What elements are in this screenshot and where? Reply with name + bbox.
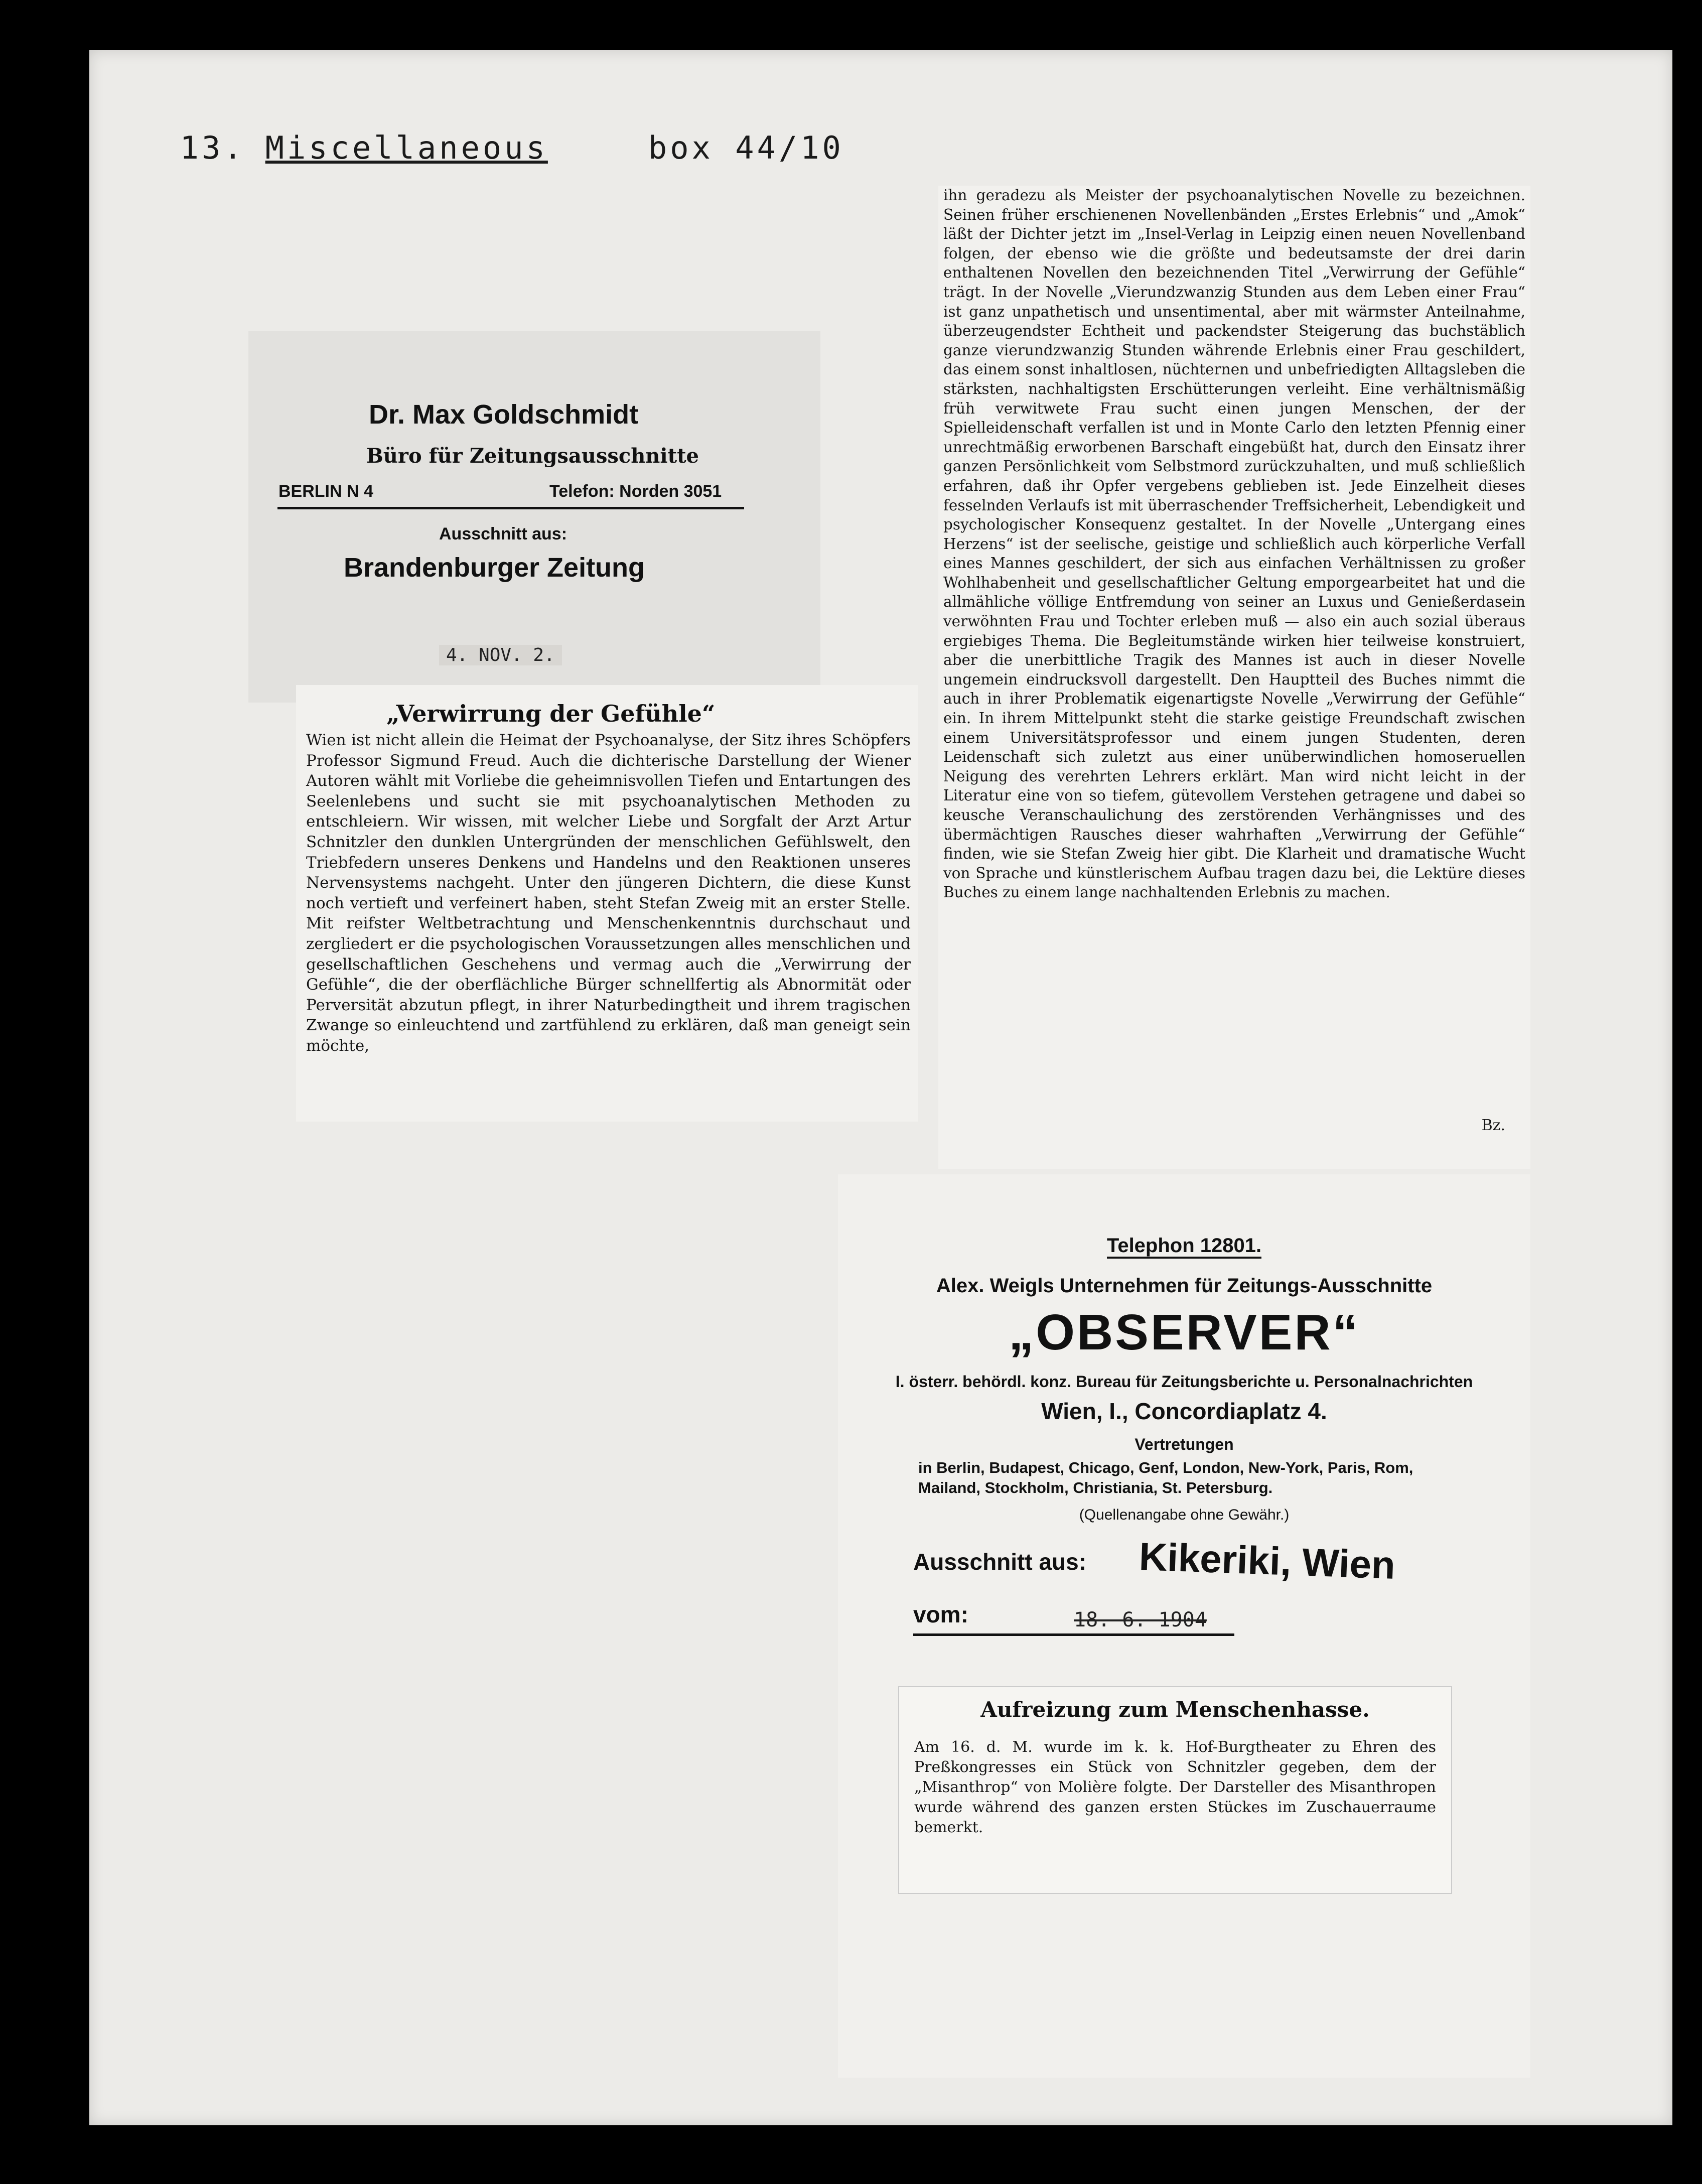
goldschmidt-label xyxy=(248,331,820,703)
article-title: „Verwirrung der Gefühle“ xyxy=(386,700,716,727)
header-number: 13. xyxy=(180,129,245,166)
date-stamp: 4. NOV. 2. xyxy=(439,645,562,665)
observer-representations: Vertretungen xyxy=(1134,1435,1234,1453)
divider xyxy=(277,507,744,509)
observer-date-line xyxy=(913,1633,1234,1636)
article-signature: Bz. xyxy=(1481,1117,1505,1134)
observer-agency: Alex. Weigls Unternehmen für Zeitungs-Ausschnitte xyxy=(936,1275,1433,1297)
observer-address: Wien, I., Concordiaplatz 4. xyxy=(1041,1398,1327,1424)
article-left-text: Wien ist nicht allein die Heimat der Psychoanalyse, der Sitz ihres Schöpfers Professor Sigmund Freud. Auch die dichterische Darstellung der Wiener Autoren wählt mit Vorliebe die geheimnisvollen Tiefen und Entartungen des Seelenlebens und sucht sie mit psychoanalytischen Methoden zu entschleiern. Wir wissen, mit welcher Liebe und Sorgfalt der Arzt Artur Schnitzler den dunklen Untergründen der menschlichen Gefühlswelt, den Triebfedern unseres Denkens und Handelns und den Reaktionen unseres Nervensystems nachgeht. Unter den jüngeren Dichtern, die diese Kunst noch vertieft und verfeinert haben, steht Stefan Zweig mit an erster Stelle. Mit reifster Weltbetrachtung und Menschenkenntnis durchschaut und zergliedert er die psychologischen Voraussetzungen alles menschlichen und gesellschaftlichen Geschehens und vermag auch die „Verwirrung der Gefühle“, die der oberflächliche Bürger schnellfertig als Abnormität oder Perversität abzutun pflegt, in ihrer Naturbedingtheit und ihrem tragischen Zwange so einleuchtend und zartfühlend zu erklären, daß man geneigt sein möchte, xyxy=(306,731,911,1055)
kikeriki-clipping xyxy=(898,1686,1452,1894)
archive-header xyxy=(136,93,844,166)
kikeriki-text: Am 16. d. M. wurde im k. k. Hof-Burgtheater zu Ehren des Preßkongresses ein Stück von Schnitzler gegeben, dem der „Misanthrop“ von Molière folgte. Der Darsteller des Misanthropen wurde während des ganzen ersten Stückes im Zuschauerraume bemerkt. xyxy=(914,1738,1436,1836)
newspaper-name: Brandenburger Zeitung xyxy=(344,553,645,583)
observer-telephone: Telephon 12801. xyxy=(838,1235,1530,1257)
header-box: box 44/10 xyxy=(648,129,844,166)
kikeriki-title: Aufreizung zum Menschenhasse. xyxy=(980,1697,1370,1722)
observer-brand: „OBSERVER“ xyxy=(1009,1304,1360,1360)
observer-date-value: 18. 6. 1904 xyxy=(1074,1608,1207,1631)
observer-excerpt-label: Ausschnitt aus: xyxy=(913,1549,1087,1575)
observer-bureau: I. österr. behördl. konz. Bureau für Zeitungsberichte u. Personalnachrichten xyxy=(895,1373,1473,1391)
observer-source: Kikeriki, Wien xyxy=(1138,1534,1396,1587)
article-right-column xyxy=(938,186,1530,1169)
agency-city: BERLIN N 4 xyxy=(278,482,373,501)
excerpt-label: Ausschnitt aus: xyxy=(439,524,568,543)
observer-label xyxy=(838,1174,1530,2078)
article-left-column xyxy=(296,685,918,1122)
header-category: Miscellaneous xyxy=(265,129,548,166)
article-right-text: ihn geradezu als Meister der psychoanalytischen Novelle zu bezeichnen. Seinen früher erschienenen Novellenbänden „Erstes Erlebnis“ und „Amok“ läßt der Dichter jetzt im „Insel-Verlag in Leipzig einen neuen Novellenband folgen, der ebenso wie die größte und bedeutsamste der drei darin enthaltenen Novellen den bezeichnenden Titel „Verwirrung der Gefühle“ trägt. In der Novelle „Vierundzwanzig Stunden aus dem Leben einer Frau“ ist ganz unpathetisch und unsentimental, aber mit wärmster Anteilnahme, überzeugendster Echtheit und packendster Steigerung das buchstäblich ganze vierundzwanzig Stunden währende Erlebnis einer Frau geschildert, das einem sonst inhaltlosen, nüchternen und unbefriedigten Alltagsleben die stärksten, nachhaltigsten Erschütterungen verleiht. Eine verhältnismäßig früh verwitwete Frau sucht einen jungen Menschen, der der Spielleidenschaft verfallen ist und in Monte Carlo den letzten Pfennig einer unrechtmäßig erworbenen Barschaft eingebüßt hat, durch den Einsatz ihrer ganzen Persönlichkeit vom Selbstmord zurückzuhalten, und muß schließlich erfahren, daß ihr Opfer vergebens geblieben ist. Jede Einzelheit dieses fesselnden Verlaufs ist mit überraschender Treffsicherheit, Lebendigkeit und psychologischer Konsequenz gestaltet. In der Novelle „Untergang eines Herzens“ ist der seelische, geistige und schließlich auch körperliche Verfall eines Mannes geschildert, der sich aus einfachen Verhältnissen zu großer Wohlhabenheit und gesellschaftlicher Geltung emporgearbeitet hat und die allmähliche völlige Entfremdung von seiner an Luxus und Genießerdasein verwöhnten Frau und Tochter erleben muß — also ein auch sozial überaus ergiebiges Thema. Die Begleitumstände wirken hier teilweise konstruiert, aber die unerbittliche Tragik des Mannes ist auch in dieser Novelle ungemein eindrucksvoll dargestellt. Den Hauptteil des Buches nimmt die auch in ihrer Problematik eigenartigste Novelle „Verwirrung der Gefühle“ ein. In ihrem Mittelpunkt steht die starke geistige Freundschaft zwischen einem Universitätsprofessor und einem jungen Studenten, deren Leidenschaft sich zuletzt aus einer unüberwindlichen homoseruellen Neigung des verehrten Lehrers erklärt. Man wird nicht leicht in der Literatur eine von so tiefem, gütevollem Verstehen getragene und dabei so keusche Veranschaulichung des zerstörenden Verhängnisses und des übermächtigen Rausches dieser wahrhaften „Verwirrung der Gefühle“ finden, wie sie Stefan Zweig hier gibt. Die Klarheit und dramatische Wucht von Sprache und künstlerischem Aufbau tragen dazu bei, die Lektüre dieses Buches zu einem lange nachhaltenden Erlebnis zu machen. xyxy=(943,187,1525,901)
agency-office: Büro für Zeitungsausschnitte xyxy=(366,444,699,468)
observer-date-label: vom: xyxy=(913,1601,968,1627)
agency-name: Dr. Max Goldschmidt xyxy=(369,399,639,430)
observer-cities: in Berlin, Budapest, Chicago, Genf, London, New-York, Paris, Rom, Mailand, Stockholm, Christiania, St. Petersburg. xyxy=(918,1459,1413,1496)
agency-telephone: Telefon: Norden 3051 xyxy=(549,482,722,501)
observer-disclaimer: (Quellenangabe ohne Gewähr.) xyxy=(1079,1507,1290,1523)
